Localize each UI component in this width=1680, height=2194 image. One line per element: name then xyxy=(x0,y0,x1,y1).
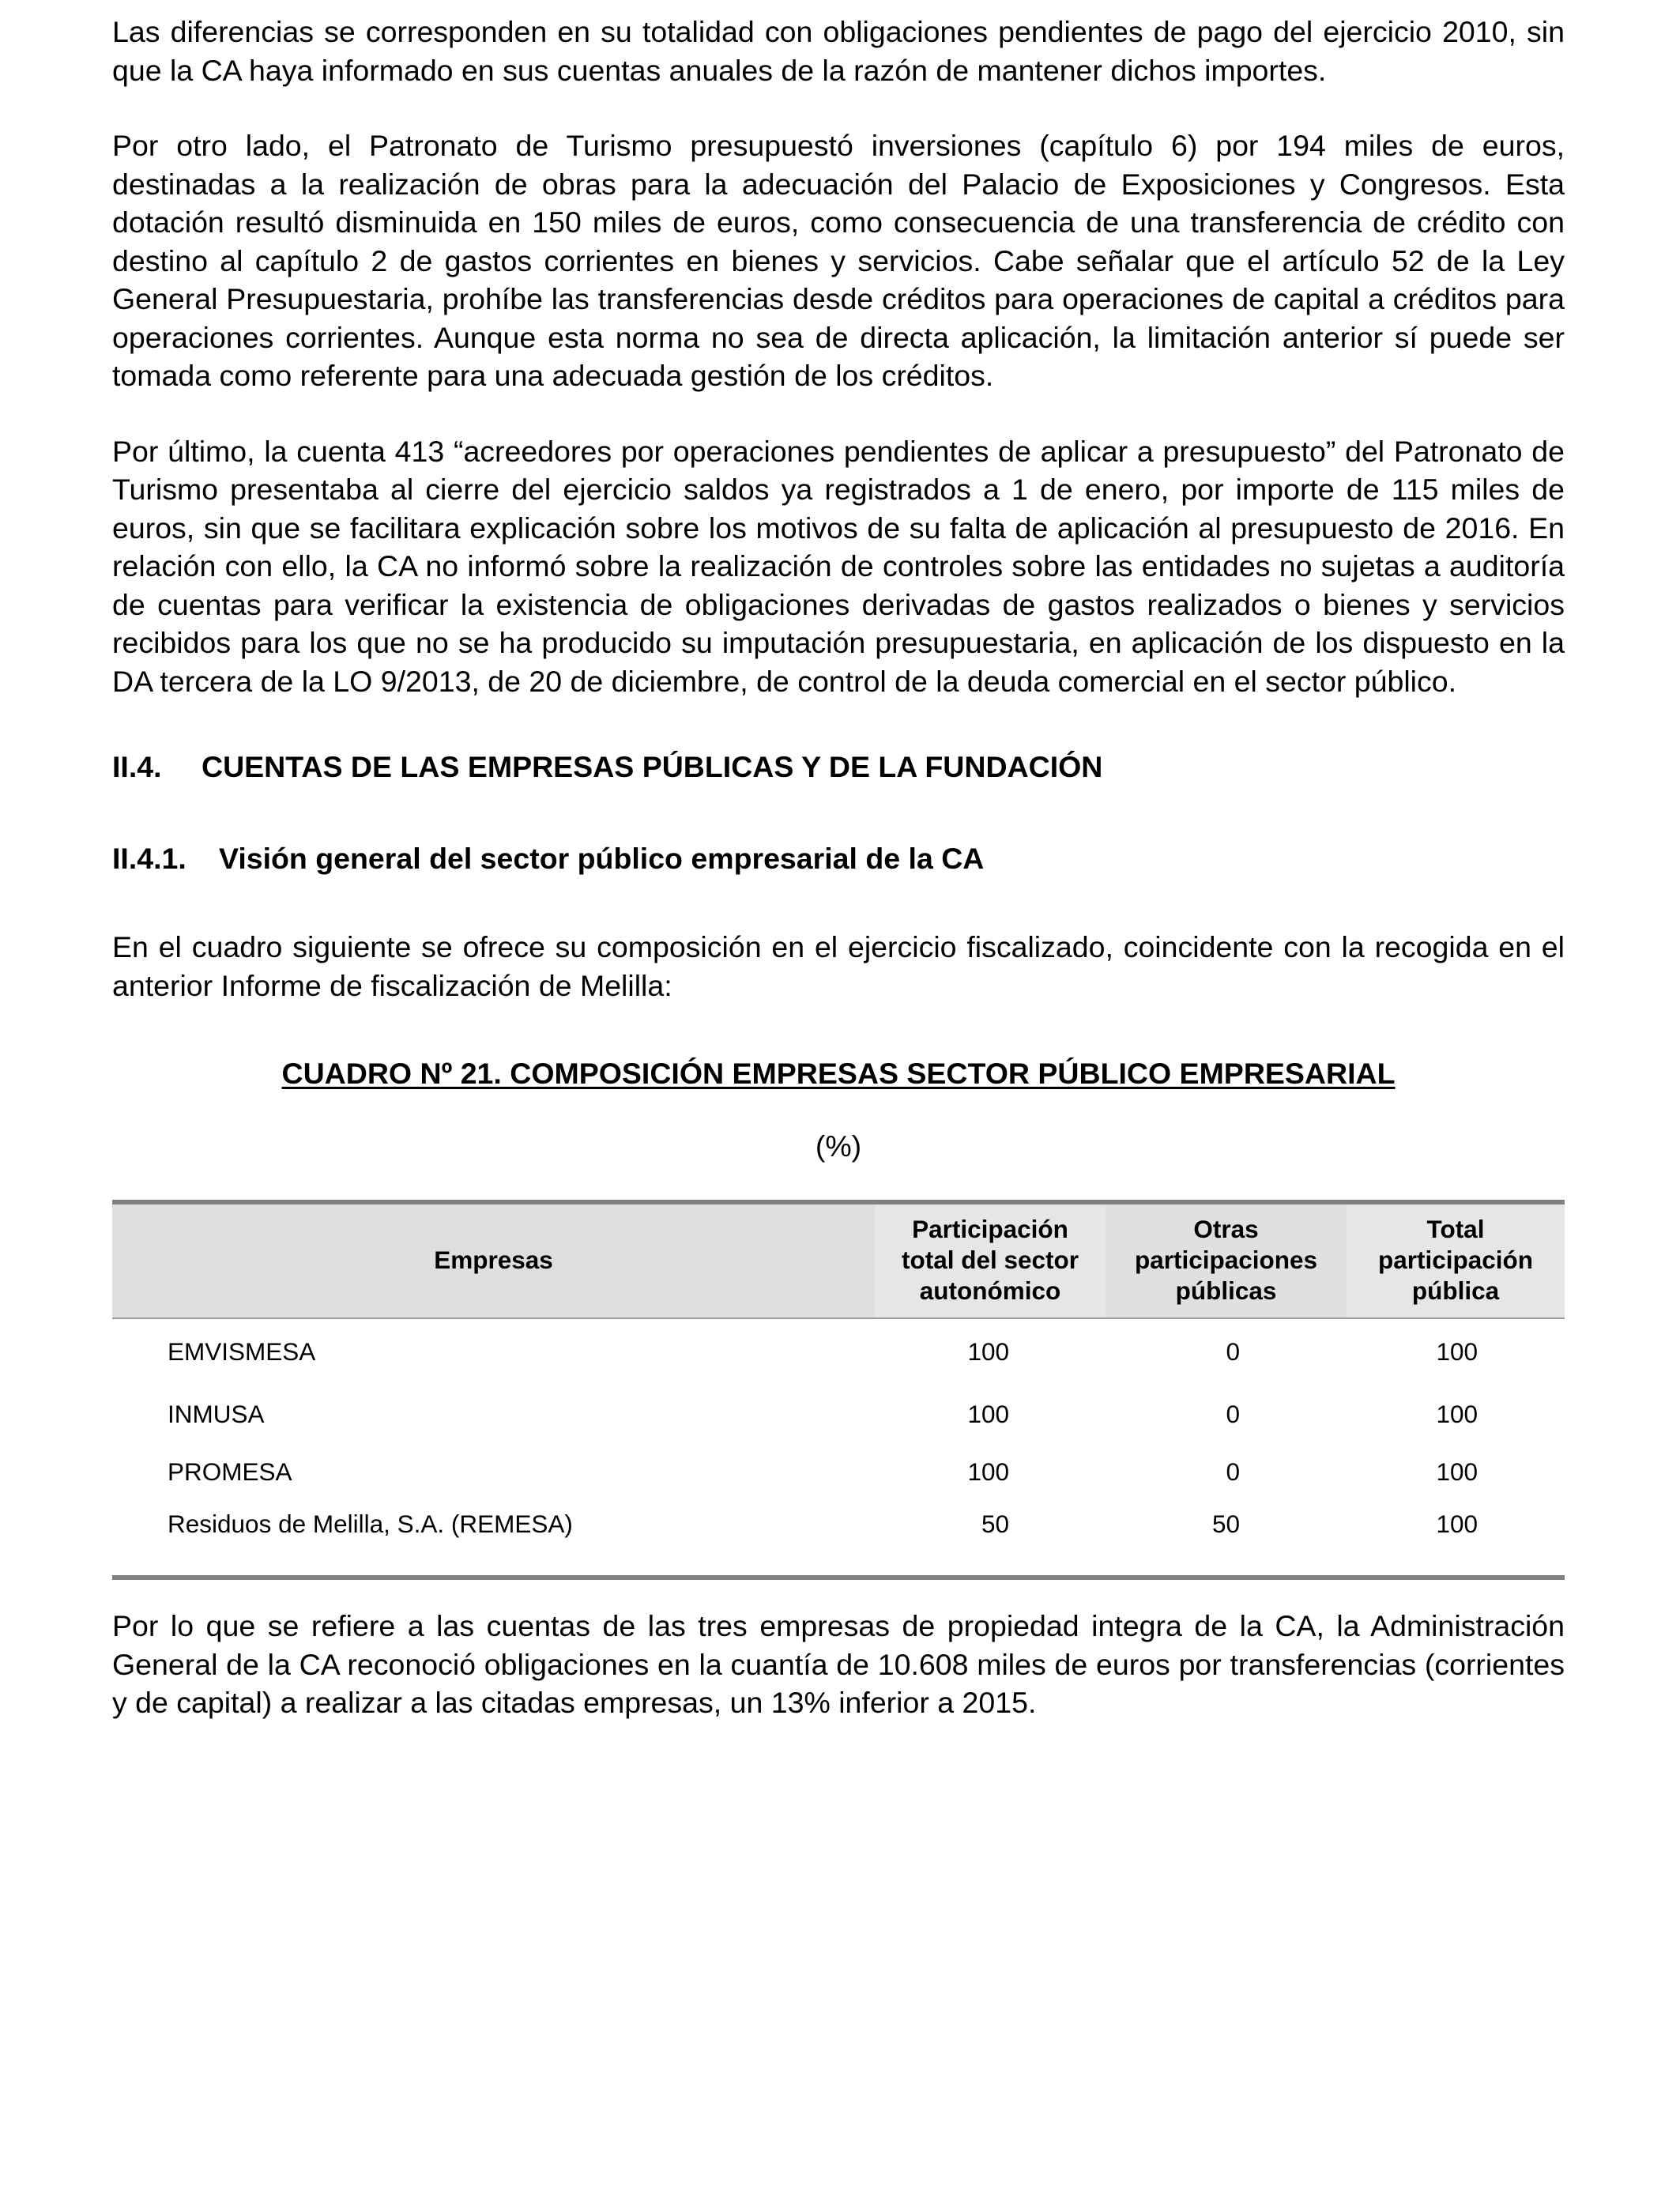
table-title-text: CUADRO Nº 21. COMPOSICIÓN EMPRESAS SECTOR PÚBLICO EMPRESARIAL xyxy=(281,1057,1396,1090)
cell-empresa: EMVISMESA xyxy=(168,1336,316,1366)
paragraph-cuenta-413: Por último, la cuenta 413 “acreedores por operaciones pendientes de aplicar a presupuesto” del Patronato de Turismo presentaba al cierre del ejercicio saldos ya registrados a 1 de enero, por importe de 115 miles de euros, sin que se facilitara explicación sobre los motivos de su falta de aplicación al presupuesto de 2016. En relación con ello, la CA no informó sobre la realización de controles sobre las entidades no sujetas a auditoría de cuentas para verificar la existencia de obligaciones derivadas de gastos realizados o bienes y servicios recibidos para los que no se ha producido su imputación presupuestaria, en aplicación de los dispuesto en la DA tercera de la LO 9/2013, de 20 de diciembre, de control de la deuda comercial en el sector público. xyxy=(112,434,1565,698)
cell-total: 100 xyxy=(1436,1457,1478,1486)
header-otras: Otras participaciones públicas xyxy=(1106,1202,1347,1318)
section-title: CUENTAS DE LAS EMPRESAS PÚBLICAS Y DE LA FUNDACIÓN xyxy=(202,750,1103,783)
paragraph-intro-cuadro: En el cuadro siguiente se ofrece su composición en el ejercicio fiscalizado, coincidente con la recogida en el anterior Informe de fiscalización de Melilla: xyxy=(112,930,1565,1002)
paragraph-patronato-inversiones: Por otro lado, el Patronato de Turismo presupuestó inversiones (capítulo 6) por 194 miles de euros, destinadas a la realización de obras para la adecuación del Palacio de Exposiciones y Congresos. Esta dotación resultó disminuida en 150 miles de euros, como consecuencia de una transferencia de crédito con destino al capítulo 2 de gastos corrientes en bienes y servicios. Cabe señalar que el artículo 52 de la Ley General Presupuestaria, prohíbe las transferencias desde créditos para operaciones de capital a créditos para operaciones corrientes. Aunque esta norma no sea de directa aplicación, la limitación anterior sí puede ser tomada como referente para una adecuada gestión de los créditos. xyxy=(112,129,1565,392)
header-participacion: Participación total del sector autonómico xyxy=(875,1202,1106,1318)
cell-empresa: Residuos de Melilla, S.A. (REMESA) xyxy=(168,1510,573,1538)
cell-total: 100 xyxy=(1436,1399,1478,1428)
section-number: II.4. xyxy=(112,750,162,783)
table-row xyxy=(112,1318,1565,1384)
table-header-row xyxy=(112,1202,1565,1318)
table-row xyxy=(112,1499,1565,1578)
cell-participacion: 50 xyxy=(981,1510,1009,1538)
table-row xyxy=(112,1384,1565,1444)
paragraph-transferencias: Por lo que se refiere a las cuentas de las tres empresas de propiedad integra de la CA, la Administración General de la CA reconoció obligaciones en la cuantía de 10.608 miles de euros por transferencias (corrientes y de capital) a realizar a las citadas empresas, un 13% inferior a 2015. xyxy=(112,1609,1565,1719)
paragraph-diferencias: Las diferencias se corresponden en su totalidad con obligaciones pendientes de pago del ejercicio 2010, sin que la CA haya informado en sus cuentas anuales de la razón de mantener dichos importes. xyxy=(112,15,1565,87)
cell-empresa: INMUSA xyxy=(168,1399,265,1428)
table-row xyxy=(112,1444,1565,1499)
header-empresas: Empresas xyxy=(112,1202,875,1318)
cell-otras: 0 xyxy=(1226,1399,1240,1428)
document-page xyxy=(112,13,1565,1722)
table-title xyxy=(112,1054,1565,1092)
cell-otras: 0 xyxy=(1226,1457,1240,1486)
cell-empresa: PROMESA xyxy=(168,1457,292,1486)
cell-total: 100 xyxy=(1436,1336,1478,1366)
cell-participacion: 100 xyxy=(967,1399,1009,1428)
cell-total: 100 xyxy=(1436,1510,1478,1538)
section-heading xyxy=(112,748,1565,786)
cell-participacion: 100 xyxy=(967,1457,1009,1486)
subsection-heading xyxy=(112,839,1565,877)
table-unit: (%) xyxy=(815,1129,862,1163)
subsection-title: Visión general del sector público empresarial de la CA xyxy=(219,842,985,875)
cell-otras: 50 xyxy=(1211,1510,1240,1538)
subsection-number: II.4.1. xyxy=(112,842,186,875)
composicion-table xyxy=(112,1200,1565,1580)
cell-participacion: 100 xyxy=(967,1336,1009,1366)
header-total: Total participación pública xyxy=(1347,1202,1565,1318)
cell-otras: 0 xyxy=(1226,1336,1240,1366)
